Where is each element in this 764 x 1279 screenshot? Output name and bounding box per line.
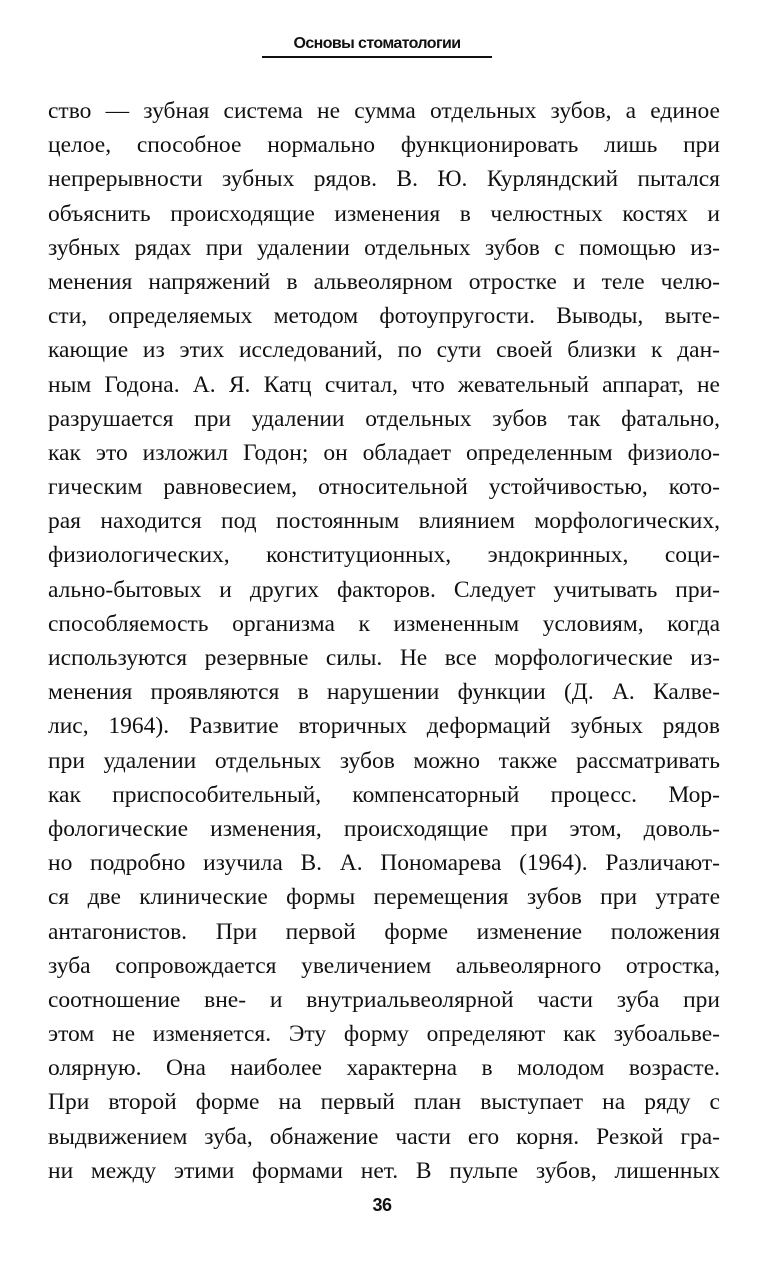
text-line: разрушается при удалении отдельных зубов так фатально, [48,405,720,432]
text-line: способляемость организма к измененным условиям, когда [48,610,720,637]
text-line: как это изложил Годон; он обладает определенным физиоло- [48,439,720,466]
text-line: непрерывности зубных рядов. В. Ю. Курляндский пытался [48,166,720,193]
page-number: 36 [372,1195,392,1215]
text-line: ство — зубная система не сумма отдельных зубов, а единое [48,98,720,124]
text-line: рая находится под постоянным влиянием морфологических, [48,508,720,535]
text-line: ни между этими формами нет. В пульпе зубов, лишенных [48,1157,720,1184]
text-line: фологические изменения, происходящие при этом, доволь- [48,815,720,842]
text-line: соотношение вне- и внутриальвеолярной части зуба при [48,986,720,1013]
text-line: целое, способное нормально функционировать лишь при [48,132,720,159]
running-head: Основы стоматологии [262,34,492,58]
text-line: ся две клинические формы перемещения зубов при утрате [48,884,720,911]
text-line: объяснить происходящие изменения в челюстных костях и [48,200,720,227]
text-line: как приспособительный, компенсаторный процесс. Мор- [48,781,720,808]
text-line: при удалении отдельных зубов можно также рассматривать [48,747,720,774]
text-line: используются резервные силы. Не все морфологические из- [48,645,720,671]
text-line: ным Годона. А. Я. Катц считал, что жевательный аппарат, не [48,371,720,398]
text-line: менения проявляются в нарушении функции (Д. А. Калве- [48,679,720,706]
text-line: зуба сопровождается увеличением альвеолярного отростка, [48,952,720,979]
text-line: сти, определяемых методом фотоупругости. Выводы, выте- [48,303,720,330]
text-line: менения напряжений в альвеолярном отростке и теле челю- [48,268,720,295]
text-line: этом не изменяется. Эту форму определяют как зубоальве- [48,1021,720,1048]
text-line: ально-бытовых и других факторов. Следует учитывать при- [48,576,720,603]
text-line: лис, 1964). Развитие вторичных деформаций зубных рядов [48,713,720,740]
text-line: зубных рядах при удалении отдельных зубов с помощью из- [48,234,720,261]
body-text [48,94,720,1188]
text-line: При второй форме на первый план выступает на ряду с [48,1089,720,1116]
text-line: антагонистов. При первой форме изменение положения [48,918,720,945]
text-line: гическим равновесием, относительной устойчивостью, кото- [48,474,720,501]
text-line: физиологических, конституционных, эндокринных, соци- [48,542,720,569]
text-line: олярную. Она наиболее характерна в молодом возрасте. [48,1055,720,1082]
text-line: но подробно изучила В. А. Пономарева (1964). Различают- [48,850,720,877]
text-line: выдвижением зуба, обнажение части его корня. Резкой гра- [48,1123,720,1150]
text-line: кающие из этих исследований, по сути своей близки к дан- [48,337,720,364]
